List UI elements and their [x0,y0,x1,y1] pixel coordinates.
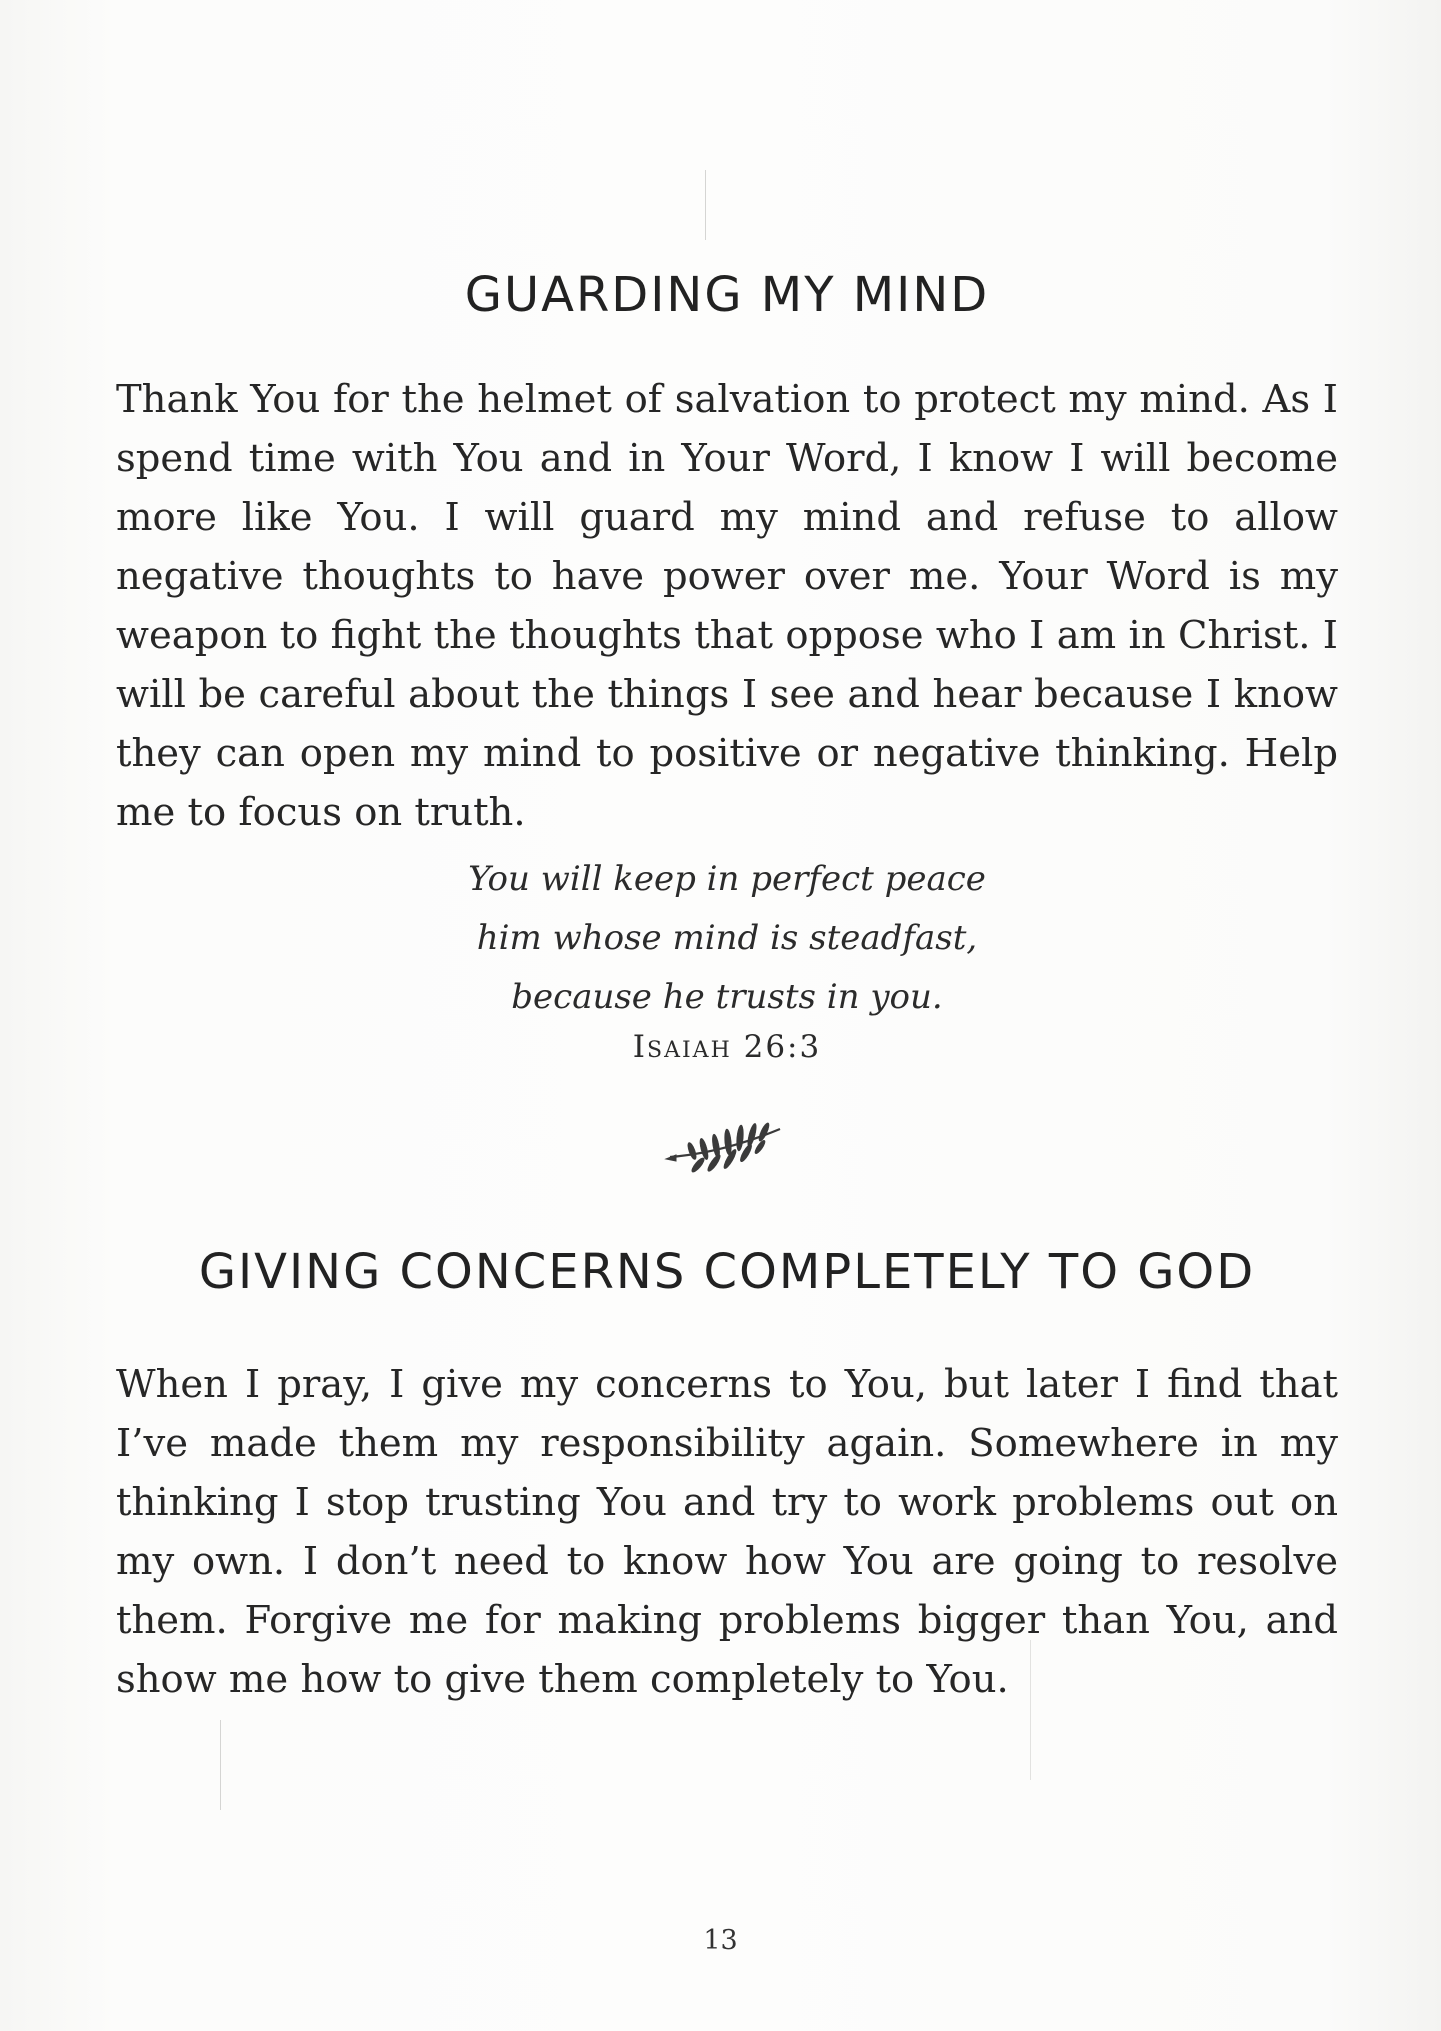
scripture-verse [116,850,1338,1027]
section-title: GIVING CONCERNS COMPLETELY TO GOD [198,1244,1256,1300]
section-divider [116,1115,1338,1185]
verse-line: because he trusts in you. [511,977,943,1017]
scan-artifact [220,1720,221,1810]
leaf-sprig-icon [662,1115,792,1185]
page-number: 13 [703,1925,738,1956]
verse-reference: Isaiah 26:3 [632,1029,822,1065]
section-title: GUARDING MY MIND [464,267,990,323]
section-body: When I pray, I give my concerns to You, but later I find that I’ve made them my responsibility again. Somewhere in my thinking I stop trusting You and try to work problems out on my own. I don’t need to know how You are going to resolve them. Forgive me for making problems bigger than You, and show me how to give them completely to You. [116,1362,1338,1702]
section-guarding-my-mind [116,250,1338,1065]
verse-line: him whose mind is steadfast, [476,918,978,958]
section-giving-concerns [116,1227,1338,1709]
page-content [116,250,1338,1709]
scan-artifact [705,170,706,240]
verse-line: You will keep in perfect peace [468,859,986,899]
section-body: Thank You for the helmet of salvation to protect my mind. As I spend time with You and in Your Word, I know I will become more like You. I will guard my mind and refuse to allow negative thoughts to have power over me. Your Word is my weapon to fight the thoughts that oppose who I am in Christ. I will be careful about the things I see and hear because I know they can open my mind to positive or negative thinking. Help me to focus on truth. [116,377,1338,835]
